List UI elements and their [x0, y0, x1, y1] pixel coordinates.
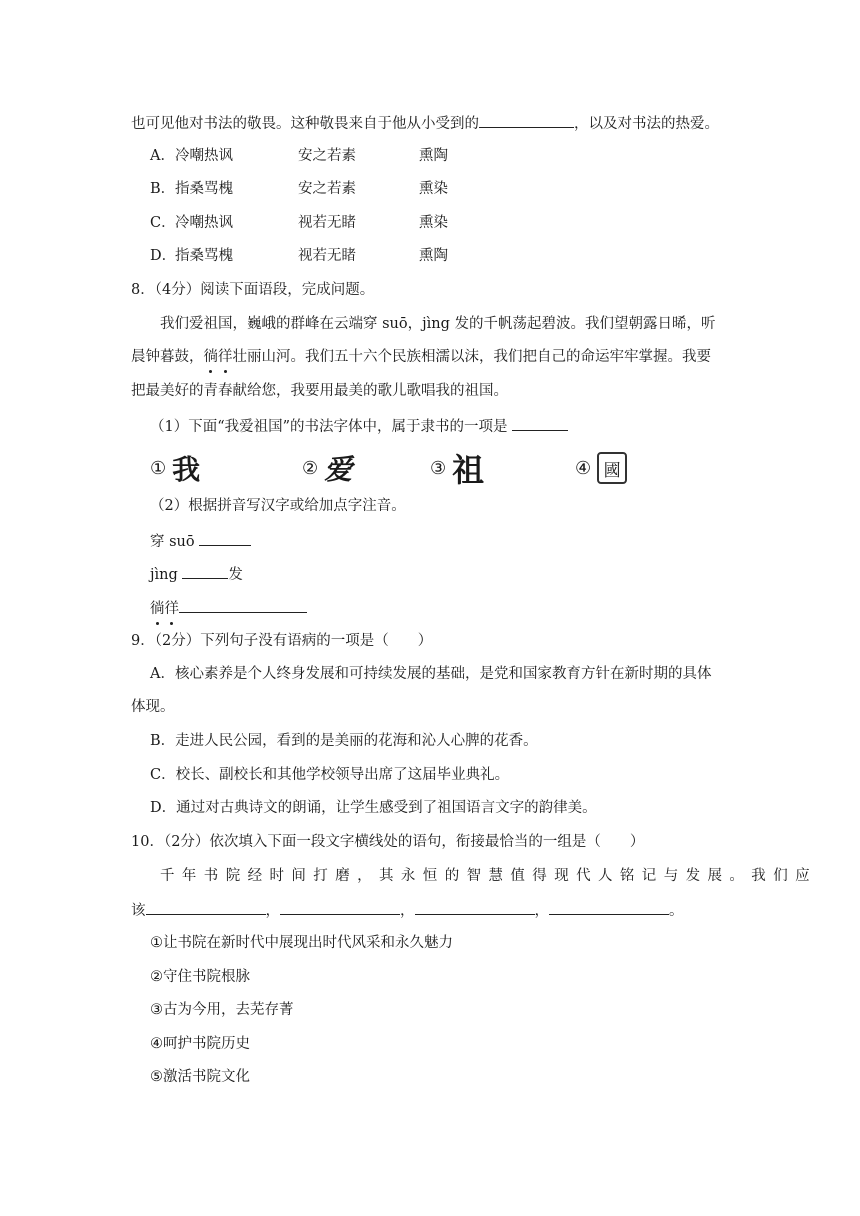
- q10-item-4: [150, 1034, 250, 1054]
- item-text: 呵护书院历史: [163, 1036, 250, 1052]
- option-d-word2: 视若无睹: [298, 248, 356, 264]
- option-d-label: D．: [150, 248, 177, 264]
- answer-blank: [512, 415, 568, 431]
- item-text: 古为今用，去芜存菁: [163, 1002, 294, 1018]
- option-number: ③: [430, 457, 447, 479]
- fill2-pinyin: jìng: [150, 567, 178, 583]
- q8-sub2: （2）根据拼音写汉字或给加点字注音。: [150, 498, 406, 514]
- q10-paragraph-line1: 千年书院经时间打磨，其永恒的智慧值得现代人铭记与发展。我们应: [160, 868, 817, 884]
- q8-fill3: [150, 597, 307, 619]
- q10-item-3: [150, 1000, 294, 1020]
- item-text: 让书院在新时代中展现出时代风采和永久魅力: [163, 935, 453, 951]
- option-d-word1: 指桑骂槐: [175, 248, 233, 264]
- answer-blank: [479, 112, 574, 128]
- option-c-word2: 视若无睹: [298, 215, 356, 231]
- calligraphy-glyph: 國: [597, 452, 627, 484]
- q10-para-line2-pre: 该: [131, 903, 146, 919]
- calligraphy-glyph: 爱: [324, 453, 353, 486]
- option-b-word3: 熏染: [419, 181, 448, 197]
- q8-para-line2-post: 壮丽山河。我们五十六个民族相濡以沫，我们把自己的命运牢牢掌握。我要: [232, 349, 711, 365]
- option-c-word1: 冷嘲热讽: [175, 215, 233, 231]
- intro-text-before: 也可见他对书法的敬畏。这种敬畏来自于他从小受到的: [131, 116, 479, 132]
- item-text: 守住书院根脉: [163, 969, 250, 985]
- q8-para-line2-pre: 晨钟暮鼓，: [131, 349, 204, 365]
- comma: ，: [534, 903, 549, 919]
- q8-paragraph-line1: 我们爱祖国，巍峨的群峰在云端穿 suō，jìng 发的千帆荡起碧波。我们望朝露日晞，听: [160, 316, 716, 332]
- option-a-word1: 冷嘲热讽: [175, 148, 233, 164]
- q9-option-a-line1: A．核心素养是个人终身发展和可持续发展的基础，是党和国家教育方针在新时期的具体: [150, 666, 712, 682]
- dotted-char: 徜: [150, 601, 165, 617]
- option-number: ①: [150, 457, 167, 479]
- answer-blank: [549, 899, 669, 915]
- item-number: ②: [150, 969, 163, 985]
- option-number: ④: [575, 457, 592, 479]
- calligraphy-option-4: [575, 448, 627, 488]
- answer-blank: [179, 597, 307, 613]
- item-text: 激活书院文化: [163, 1069, 250, 1085]
- item-number: ③: [150, 1002, 163, 1018]
- q8-fill1: [150, 530, 251, 552]
- calligraphy-option-1: [150, 448, 200, 488]
- calligraphy-option-2: [302, 448, 352, 488]
- calligraphy-glyph: 我: [172, 453, 201, 486]
- item-number: ①: [150, 935, 163, 951]
- q9-option-b: B．走进人民公园，看到的是美丽的花海和沁人心脾的花香。: [150, 733, 538, 749]
- q9-option-d: D．通过对古典诗文的朗诵，让学生感受到了祖国语言文字的韵律美。: [150, 800, 597, 816]
- q8-sub1: [150, 415, 568, 437]
- option-a-label: A．: [150, 148, 175, 164]
- q10-paragraph-line2: [131, 899, 684, 921]
- option-d-word3: 熏陶: [419, 248, 448, 264]
- option-b-word1: 指桑骂槐: [175, 181, 233, 197]
- item-number: ④: [150, 1036, 163, 1052]
- calligraphy-glyph: 祖: [452, 451, 485, 489]
- intro-text-after: ，以及对书法的热爱。: [574, 116, 719, 132]
- q8-fill2: [150, 563, 243, 585]
- option-a-word2: 安之若素: [298, 148, 356, 164]
- fill2-suffix: 发: [228, 567, 243, 583]
- q8-header: 8．（4分）阅读下面语段，完成问题。: [131, 282, 375, 298]
- comma: ，: [265, 903, 280, 919]
- answer-blank: [280, 899, 400, 915]
- q10-item-5: [150, 1067, 250, 1087]
- dotted-char: 徉: [218, 349, 233, 365]
- comma: ，: [400, 903, 415, 919]
- dotted-char: 徜: [203, 349, 218, 365]
- answer-blank: [146, 899, 266, 915]
- calligraphy-options: [150, 448, 650, 488]
- option-number: ②: [302, 457, 319, 479]
- q9-option-c: C．校长、副校长和其他学校领导出席了这届毕业典礼。: [150, 767, 510, 783]
- intro-line: [131, 112, 719, 134]
- calligraphy-option-3: [430, 448, 484, 488]
- item-number: ⑤: [150, 1069, 163, 1085]
- q8-paragraph-line2: [131, 347, 711, 367]
- answer-blank: [182, 563, 228, 579]
- dotted-char: 徉: [164, 601, 179, 617]
- q10-item-2: [150, 967, 250, 987]
- fill1-label: 穿 suō: [150, 534, 195, 550]
- option-b-word2: 安之若素: [298, 181, 356, 197]
- period: 。: [669, 903, 684, 919]
- q8-paragraph-line3: 把最美好的青春献给您，我要用最美的歌儿歌唱我的祖国。: [131, 383, 508, 399]
- answer-blank: [199, 530, 251, 546]
- q8-sub1-text: （1）下面“我爱祖国”的书法字体中，属于隶书的一项是: [150, 419, 508, 435]
- q9-header: 9．（2分）下列句子没有语病的一项是（ ）: [131, 633, 433, 649]
- answer-blank: [415, 899, 535, 915]
- q10-header: 10．（2分）依次填入下面一段文字横线处的语句，衔接最恰当的一组是（ ）: [131, 834, 645, 850]
- option-c-word3: 熏染: [419, 215, 448, 231]
- q9-option-a-line2: 体现。: [131, 699, 175, 715]
- q10-item-1: [150, 933, 453, 953]
- option-b-label: B．: [150, 181, 176, 197]
- option-c-label: C．: [150, 215, 176, 231]
- option-a-word3: 熏陶: [419, 148, 448, 164]
